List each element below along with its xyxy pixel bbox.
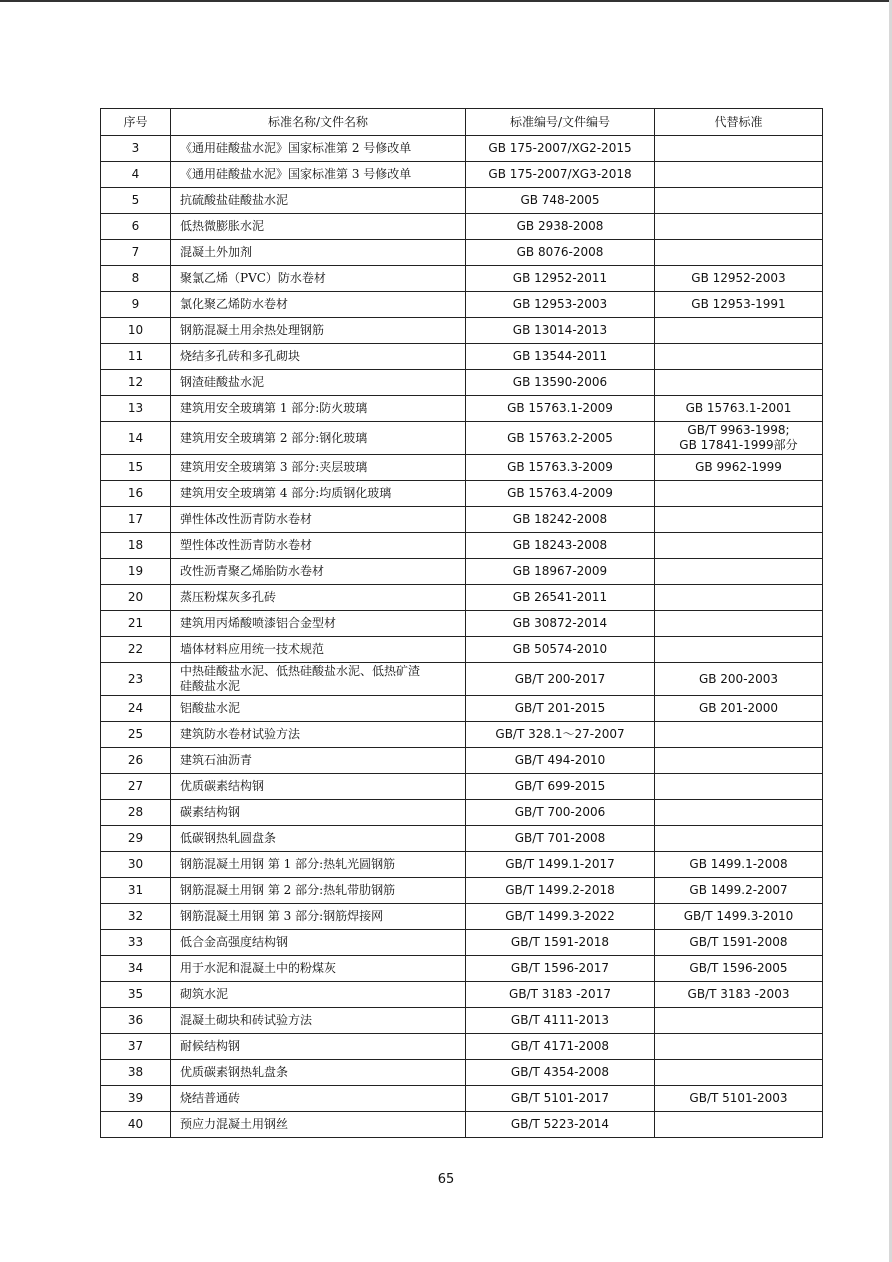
- row-replaced-standard: GB/T 9963-1998; GB 17841-1999部分: [655, 422, 823, 455]
- table-row: [101, 240, 823, 266]
- row-standard-name: 优质碳素钢热轧盘条: [171, 1060, 466, 1086]
- table-row: [101, 344, 823, 370]
- row-serial-number: 4: [101, 162, 171, 188]
- row-replaced-standard: GB 1499.1-2008: [655, 852, 823, 878]
- row-standard-name: 耐候结构钢: [171, 1034, 466, 1060]
- row-serial-number: 22: [101, 637, 171, 663]
- row-serial-number: 14: [101, 422, 171, 455]
- row-replaced-standard: [655, 162, 823, 188]
- row-replaced-standard: [655, 240, 823, 266]
- row-replaced-standard: GB 9962-1999: [655, 455, 823, 481]
- row-replaced-standard: GB/T 1596-2005: [655, 956, 823, 982]
- row-serial-number: 31: [101, 878, 171, 904]
- header-serial-number: 序号: [101, 109, 171, 136]
- row-serial-number: 19: [101, 559, 171, 585]
- row-standard-code: GB/T 328.1～27-2007: [466, 722, 655, 748]
- row-replaced-standard: [655, 637, 823, 663]
- row-standard-code: GB 748-2005: [466, 188, 655, 214]
- row-serial-number: 36: [101, 1008, 171, 1034]
- row-serial-number: 30: [101, 852, 171, 878]
- row-replaced-standard: GB 201-2000: [655, 696, 823, 722]
- row-standard-code: GB 13544-2011: [466, 344, 655, 370]
- table-row: [101, 1086, 823, 1112]
- row-standard-name: 建筑用丙烯酸喷漆铝合金型材: [171, 611, 466, 637]
- table-row: [101, 1008, 823, 1034]
- row-replaced-standard: [655, 611, 823, 637]
- table-row: [101, 774, 823, 800]
- row-standard-code: GB 15763.1-2009: [466, 396, 655, 422]
- row-serial-number: 33: [101, 930, 171, 956]
- row-serial-number: 38: [101, 1060, 171, 1086]
- header-standard-code: 标准编号/文件编号: [466, 109, 655, 136]
- row-standard-code: GB/T 1499.2-2018: [466, 878, 655, 904]
- row-serial-number: 18: [101, 533, 171, 559]
- table-row: [101, 585, 823, 611]
- row-standard-name: 建筑用安全玻璃第 2 部分:钢化玻璃: [171, 422, 466, 455]
- row-standard-code: GB/T 701-2008: [466, 826, 655, 852]
- row-standard-code: GB 8076-2008: [466, 240, 655, 266]
- row-standard-code: GB 15763.2-2005: [466, 422, 655, 455]
- row-replaced-standard: GB/T 1591-2008: [655, 930, 823, 956]
- row-standard-code: GB/T 201-2015: [466, 696, 655, 722]
- row-standard-name: 中热硅酸盐水泥、低热硅酸盐水泥、低热矿渣 硅酸盐水泥: [171, 663, 466, 696]
- row-standard-name: 弹性体改性沥青防水卷材: [171, 507, 466, 533]
- row-standard-code: GB 175-2007/XG3-2018: [466, 162, 655, 188]
- row-replaced-standard: [655, 559, 823, 585]
- row-replaced-standard: [655, 533, 823, 559]
- row-standard-code: GB/T 699-2015: [466, 774, 655, 800]
- row-serial-number: 28: [101, 800, 171, 826]
- row-serial-number: 6: [101, 214, 171, 240]
- header-standard-name: 标准名称/文件名称: [171, 109, 466, 136]
- row-serial-number: 25: [101, 722, 171, 748]
- row-standard-code: GB/T 1591-2018: [466, 930, 655, 956]
- row-replaced-standard: GB 15763.1-2001: [655, 396, 823, 422]
- row-standard-code: GB/T 494-2010: [466, 748, 655, 774]
- row-standard-name: 抗硫酸盐硅酸盐水泥: [171, 188, 466, 214]
- table-row: [101, 533, 823, 559]
- row-serial-number: 9: [101, 292, 171, 318]
- row-standard-name: 墙体材料应用统一技术规范: [171, 637, 466, 663]
- row-standard-name: 烧结普通砖: [171, 1086, 466, 1112]
- row-serial-number: 27: [101, 774, 171, 800]
- row-replaced-standard: [655, 800, 823, 826]
- table-row: [101, 455, 823, 481]
- row-serial-number: 15: [101, 455, 171, 481]
- row-standard-name: 氯化聚乙烯防水卷材: [171, 292, 466, 318]
- table-row: [101, 188, 823, 214]
- table-row: [101, 266, 823, 292]
- row-standard-name: 建筑用安全玻璃第 3 部分:夹层玻璃: [171, 455, 466, 481]
- row-standard-name: 塑性体改性沥青防水卷材: [171, 533, 466, 559]
- row-standard-name: 预应力混凝土用钢丝: [171, 1112, 466, 1138]
- row-standard-code: GB 18243-2008: [466, 533, 655, 559]
- row-replaced-standard: [655, 585, 823, 611]
- table-row: [101, 559, 823, 585]
- row-standard-code: GB 13590-2006: [466, 370, 655, 396]
- standards-table: [100, 108, 823, 1138]
- row-standard-code: GB 12952-2011: [466, 266, 655, 292]
- row-serial-number: 32: [101, 904, 171, 930]
- row-serial-number: 11: [101, 344, 171, 370]
- table-row: [101, 611, 823, 637]
- row-replaced-standard: GB 200-2003: [655, 663, 823, 696]
- table-row: [101, 422, 823, 455]
- table-row: [101, 748, 823, 774]
- row-serial-number: 24: [101, 696, 171, 722]
- row-standard-name: 钢渣硅酸盐水泥: [171, 370, 466, 396]
- table-row: [101, 1034, 823, 1060]
- row-replaced-standard: [655, 722, 823, 748]
- row-serial-number: 40: [101, 1112, 171, 1138]
- row-serial-number: 5: [101, 188, 171, 214]
- row-standard-name: 《通用硅酸盐水泥》国家标准第 3 号修改单: [171, 162, 466, 188]
- row-standard-name: 优质碳素结构钢: [171, 774, 466, 800]
- row-replaced-standard: [655, 1008, 823, 1034]
- row-standard-name: 混凝土砌块和砖试验方法: [171, 1008, 466, 1034]
- table-header-row: [101, 109, 823, 136]
- row-standard-code: GB 18967-2009: [466, 559, 655, 585]
- row-replaced-standard: GB/T 1499.3-2010: [655, 904, 823, 930]
- row-standard-name: 蒸压粉煤灰多孔砖: [171, 585, 466, 611]
- table-row: [101, 136, 823, 162]
- row-replaced-standard: [655, 318, 823, 344]
- row-serial-number: 10: [101, 318, 171, 344]
- row-replaced-standard: [655, 481, 823, 507]
- row-standard-code: GB 30872-2014: [466, 611, 655, 637]
- row-standard-name: 低碳钢热轧圆盘条: [171, 826, 466, 852]
- table-row: [101, 1112, 823, 1138]
- row-serial-number: 3: [101, 136, 171, 162]
- table-row: [101, 722, 823, 748]
- row-standard-name: 用于水泥和混凝土中的粉煤灰: [171, 956, 466, 982]
- row-standard-name: 聚氯乙烯（PVC）防水卷材: [171, 266, 466, 292]
- row-standard-code: GB/T 4354-2008: [466, 1060, 655, 1086]
- row-standard-code: GB 50574-2010: [466, 637, 655, 663]
- row-serial-number: 8: [101, 266, 171, 292]
- row-replaced-standard: [655, 188, 823, 214]
- row-standard-code: GB 2938-2008: [466, 214, 655, 240]
- row-replaced-standard: GB/T 3183 -2003: [655, 982, 823, 1008]
- table-row: [101, 982, 823, 1008]
- table-row: [101, 663, 823, 696]
- row-serial-number: 17: [101, 507, 171, 533]
- row-standard-code: GB/T 5223-2014: [466, 1112, 655, 1138]
- row-replaced-standard: [655, 1034, 823, 1060]
- row-replaced-standard: [655, 1060, 823, 1086]
- header-replaced-standard: 代替标准: [655, 109, 823, 136]
- table-row: [101, 162, 823, 188]
- row-serial-number: 12: [101, 370, 171, 396]
- row-serial-number: 23: [101, 663, 171, 696]
- row-standard-code: GB/T 200-2017: [466, 663, 655, 696]
- row-serial-number: 16: [101, 481, 171, 507]
- row-standard-name: 建筑用安全玻璃第 1 部分:防火玻璃: [171, 396, 466, 422]
- table-row: [101, 507, 823, 533]
- row-standard-code: GB/T 700-2006: [466, 800, 655, 826]
- top-border-line: [0, 0, 892, 2]
- row-standard-name: 《通用硅酸盐水泥》国家标准第 2 号修改单: [171, 136, 466, 162]
- row-standard-name: 改性沥青聚乙烯胎防水卷材: [171, 559, 466, 585]
- row-standard-code: GB 12953-2003: [466, 292, 655, 318]
- row-standard-name: 砌筑水泥: [171, 982, 466, 1008]
- row-replaced-standard: [655, 344, 823, 370]
- row-standard-name: 建筑石油沥青: [171, 748, 466, 774]
- row-standard-code: GB/T 4111-2013: [466, 1008, 655, 1034]
- row-standard-name: 碳素结构钢: [171, 800, 466, 826]
- row-standard-name: 低合金高强度结构钢: [171, 930, 466, 956]
- row-standard-name: 钢筋混凝土用钢 第 3 部分:钢筋焊接网: [171, 904, 466, 930]
- row-replaced-standard: GB 12953-1991: [655, 292, 823, 318]
- row-standard-name: 铝酸盐水泥: [171, 696, 466, 722]
- row-standard-code: GB 26541-2011: [466, 585, 655, 611]
- table-row: [101, 852, 823, 878]
- table-row: [101, 214, 823, 240]
- row-standard-code: GB 175-2007/XG2-2015: [466, 136, 655, 162]
- table-row: [101, 904, 823, 930]
- row-standard-code: GB/T 1499.3-2022: [466, 904, 655, 930]
- row-replaced-standard: [655, 774, 823, 800]
- row-standard-code: GB 15763.4-2009: [466, 481, 655, 507]
- row-replaced-standard: GB/T 5101-2003: [655, 1086, 823, 1112]
- row-standard-name: 钢筋混凝土用钢 第 2 部分:热轧带肋钢筋: [171, 878, 466, 904]
- row-serial-number: 35: [101, 982, 171, 1008]
- row-standard-code: GB 13014-2013: [466, 318, 655, 344]
- row-standard-name: 建筑防水卷材试验方法: [171, 722, 466, 748]
- table-row: [101, 930, 823, 956]
- row-serial-number: 26: [101, 748, 171, 774]
- table-row: [101, 396, 823, 422]
- row-standard-code: GB/T 5101-2017: [466, 1086, 655, 1112]
- row-serial-number: 7: [101, 240, 171, 266]
- table-row: [101, 292, 823, 318]
- row-replaced-standard: [655, 1112, 823, 1138]
- row-standard-code: GB/T 1596-2017: [466, 956, 655, 982]
- row-serial-number: 34: [101, 956, 171, 982]
- row-replaced-standard: GB 12952-2003: [655, 266, 823, 292]
- row-standard-name: 钢筋混凝土用钢 第 1 部分:热轧光圆钢筋: [171, 852, 466, 878]
- row-serial-number: 20: [101, 585, 171, 611]
- row-replaced-standard: [655, 748, 823, 774]
- table-row: [101, 696, 823, 722]
- row-replaced-standard: [655, 136, 823, 162]
- row-standard-code: GB/T 3183 -2017: [466, 982, 655, 1008]
- row-replaced-standard: GB 1499.2-2007: [655, 878, 823, 904]
- row-serial-number: 29: [101, 826, 171, 852]
- row-standard-name: 低热微膨胀水泥: [171, 214, 466, 240]
- row-standard-name: 建筑用安全玻璃第 4 部分:均质钢化玻璃: [171, 481, 466, 507]
- table-row: [101, 481, 823, 507]
- row-replaced-standard: [655, 826, 823, 852]
- row-replaced-standard: [655, 507, 823, 533]
- row-standard-code: GB/T 4171-2008: [466, 1034, 655, 1060]
- row-standard-name: 钢筋混凝土用余热处理钢筋: [171, 318, 466, 344]
- page-number: 65: [437, 1172, 455, 1187]
- table-row: [101, 956, 823, 982]
- table-row: [101, 800, 823, 826]
- row-standard-name: 烧结多孔砖和多孔砌块: [171, 344, 466, 370]
- table-row: [101, 1060, 823, 1086]
- row-standard-name: 混凝土外加剂: [171, 240, 466, 266]
- row-serial-number: 37: [101, 1034, 171, 1060]
- row-replaced-standard: [655, 370, 823, 396]
- row-replaced-standard: [655, 214, 823, 240]
- table-row: [101, 826, 823, 852]
- row-standard-code: GB 15763.3-2009: [466, 455, 655, 481]
- row-serial-number: 39: [101, 1086, 171, 1112]
- table-row: [101, 637, 823, 663]
- row-standard-code: GB 18242-2008: [466, 507, 655, 533]
- table-row: [101, 370, 823, 396]
- table-row: [101, 318, 823, 344]
- table-row: [101, 878, 823, 904]
- row-serial-number: 21: [101, 611, 171, 637]
- row-standard-code: GB/T 1499.1-2017: [466, 852, 655, 878]
- row-serial-number: 13: [101, 396, 171, 422]
